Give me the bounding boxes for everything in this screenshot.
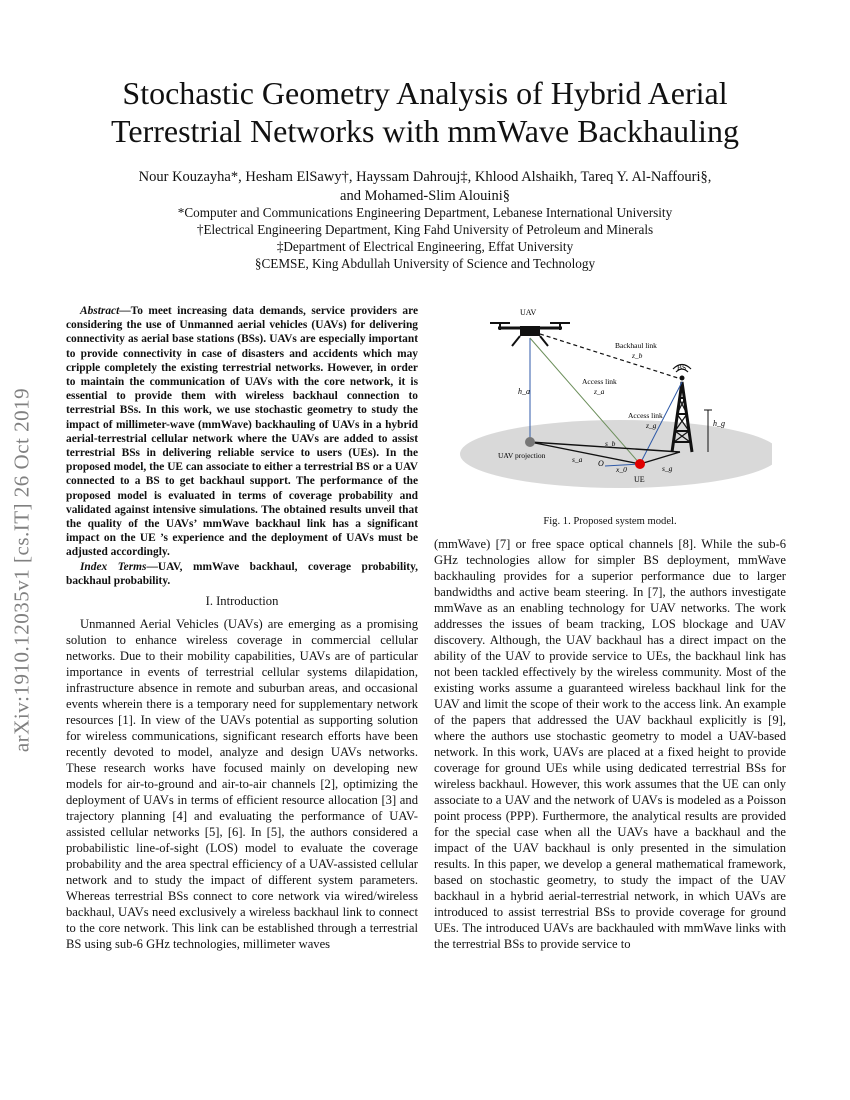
authors-line-1: Nour Kouzayha*, Hesham ElSawy†, Hayssam Dahrouj‡, Khlood Alshaikh, Tareq Y. Al-Naffouri§, <box>138 169 712 185</box>
hg-label: h_g <box>713 419 725 428</box>
backhaul-link-line <box>540 334 678 378</box>
bs-label: BS <box>677 363 687 372</box>
backhaul-label: Backhaul link <box>615 341 657 350</box>
title-line-1: Stochastic Geometry Analysis of Hybrid Aerial <box>122 75 728 111</box>
index-terms-text: —UAV, mmWave backhaul, coverage probability, backhaul probability. <box>66 560 418 587</box>
sb-label: s_b <box>605 439 616 448</box>
access-label-2: Access link <box>628 411 663 420</box>
uav-projection-label: UAV projection <box>498 451 546 460</box>
uav-label: UAV <box>520 308 537 317</box>
ue-point <box>635 459 645 469</box>
index-terms-label: Index Terms <box>80 560 147 573</box>
affiliation-4: §CEMSE, King Abdullah University of Science and Technology <box>254 256 596 271</box>
ha-label: h_a <box>518 387 530 396</box>
system-model-figure <box>450 306 772 506</box>
o-label: O <box>598 459 604 468</box>
sg-label: s_g <box>662 464 673 473</box>
title-line-2: Terrestrial Networks with mmWave Backhauling <box>111 113 739 149</box>
backhaul-var: z_b <box>632 351 643 360</box>
abstract-label: Abstract <box>80 305 120 317</box>
intro-paragraph-right: (mmWave) [7] or free space optical channels [8]. While the sub-6 GHz technologies allow for simpler BS deployment, mmWave backhauling provides for a superior performance due to larger bandwidths and active beam steering. In [7], the authors investigate mmWave as an enabling technology for UAV networks. The work addresses the issues of beam tracking, LOS blockage and UAV discovery. Although, the UAV backhaul has a direct impact on the ability of the UAV to provide service to UEs, the backhaul link has not been tackled effectively by the wireless community. Most of the existing works assume a guaranteed wireless backhaul link for the UAV and limit the scope of their work to the access link. An example of the papers that addressed the UAV backhaul explicitly is [9], where the authors use stochastic geometry to model a UAV-based network. In this work, UAVs are placed at a fixed height to provide coverage for ground UEs while using dedicated terrestrial BSs for wireless backhaul. However, this work assumes that the UE can only associate to a UAV and the network of UAVs is modeled as a Poisson point process (PPP). Furthermore, the analytical results are provided for the special case when all the UAVs have a backhaul and the impact of the UAV backhaul is only presented in the simulation results. In this paper, we develop a general mathematical framework, based on stochastic geometry, to study the impact of the UAV backhaul in a hybrid aerial-terrestrial network, in which UAVs are introduced to assist terrestrial BSs to provide coverage for ground UEs. The introduced UAVs are backhauled with mmWave links with the terrestrial BSs to provide service to <box>434 537 786 951</box>
access-var-2: z_g <box>646 421 657 430</box>
intro-paragraph-left: Unmanned Aerial Vehicles (UAVs) are emerging as a promising solution to enhance wireless coverage in commercial cellular networks. Due to their mobility capabilities, UAVs are of particular importance in events of terrestrial cellular systems dilapidation, infrastructure absence in remote and suburban areas, and occasional events wherein there is a temporary need for supplementary network resources [1]. In view of the UAVs potential as supporting solution for wireless communications, significant research efforts have been recently devoted to model, analyze and design UAVs networks. These research works have focused mainly on developing new models for air-to-ground and air-to-air channels [2], optimizing the deployment of UAVs in terms of efficient resource allocation [3] and trajectory planning [4] and evaluating the performance of UAV-assisted cellular networks [5], [6]. In [5], the authors considered a probabilistic line-of-sight (LOS) model to evaluate the coverage probability and the area spectral efficiency of a UAV-assisted cellular network and to study the impact of different system parameters. Whereas terrestrial BSs connect to core network via wired/wireless backhaul, UAVs need exclusively a wireless backhaul link to connect to the core network. This link can be established through a terrestrial BS using sub-6 GHz technologies, millimeter waves <box>66 617 418 951</box>
abstract <box>66 304 418 588</box>
section-heading-introduction: I. Introduction <box>205 594 279 608</box>
access-var-1: z_a <box>594 387 605 396</box>
intro-right-column <box>434 536 786 952</box>
ue-label: UE <box>634 475 645 484</box>
affiliation-2: †Electrical Engineering Department, King Fahd University of Petroleum and Minerals <box>196 222 654 237</box>
paper-title <box>60 74 790 150</box>
arxiv-stamp <box>2 310 42 830</box>
affiliation-3: ‡Department of Electrical Engineering, Effat University <box>276 239 574 254</box>
uav-projection-point <box>525 437 535 447</box>
author-list <box>80 168 770 206</box>
sa-label: s_a <box>572 455 583 464</box>
access-label-1: Access link <box>582 377 617 386</box>
intro-left-column <box>66 616 418 952</box>
x0-label: x_0 <box>616 465 627 474</box>
affiliation-1: *Computer and Communications Engineering Department, Lebanese International University <box>177 205 673 220</box>
authors-line-2: and Mohamed-Slim Alouini§ <box>340 188 510 204</box>
abstract-text: —To meet increasing data demands, service providers are considering the use of Unmanned aerial vehicles (UAVs) for delivering connectivity as aerial base stations (BSs). UAVs are especially important to provide connectivity in case of disasters and accidents which may cripple completely the existing terrestrial networks. However, in order to maintain the communication of UAVs with the core network, it is essential to provide them with wireless backhaul connection to terrestrial BSs. In this work, we use stochastic geometry to study the impact of millimeter-wave (mmWave) backhauling of UAVs in a hybrid aerial-terrestrial cellular network where the UAVs are added to assist terrestrial BSs in delivering reliable service to users (UEs). In the proposed model, the UE can associate to either a terrestrial BS or a UAV connected to a BS to get backhaul support. The performance of the proposed model is evaluated in terms of coverage probability and validated against intensive simulations. The obtained results unveil that the quality of the UAVs’ mmWave backhaul link has a significant impact on the UE ’s experience and the deployment of UAVs must be adjusted accordingly. <box>66 305 418 559</box>
figure-caption: Fig. 1. Proposed system model. <box>543 516 677 527</box>
arxiv-stamp-text: arXiv:1910.12035v1 [cs.IT] 26 Oct 2019 <box>9 387 34 753</box>
affiliations <box>80 204 770 272</box>
